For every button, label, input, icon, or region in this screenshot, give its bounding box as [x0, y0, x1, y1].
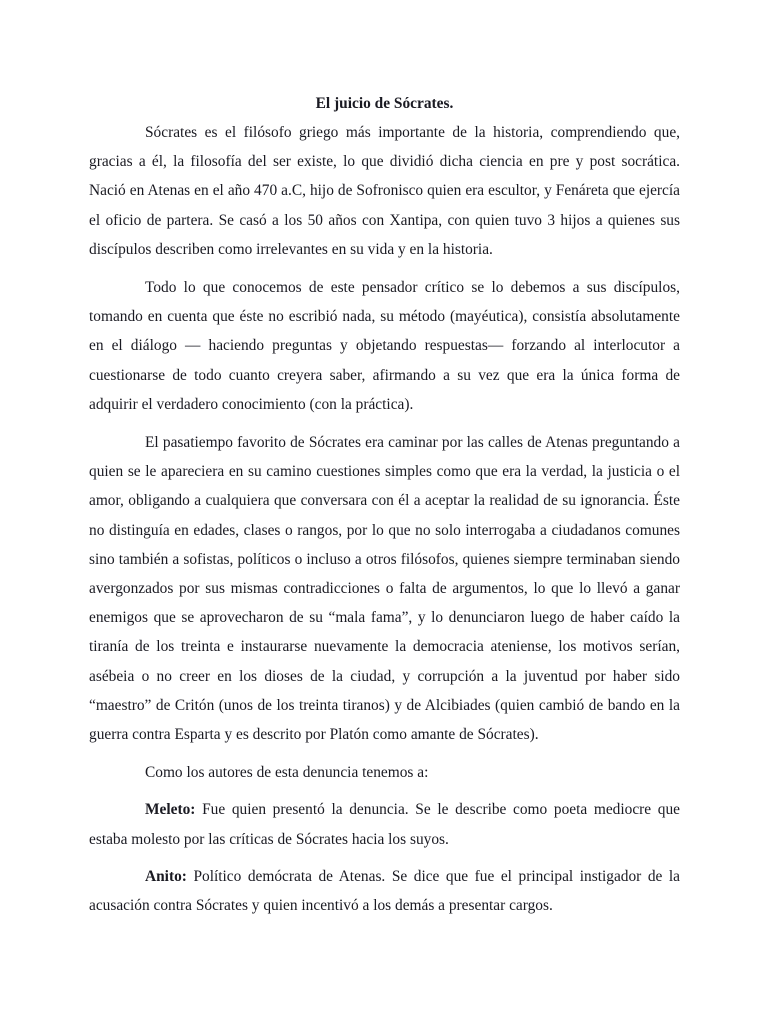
document-title: El juicio de Sócrates. [315, 95, 454, 112]
accuser-description: Político demócrata de Atenas. Se dice que fue el principal instigador de la acusación contra Sócrates y quien incentivó a los demás a presentar cargos. [89, 867, 680, 915]
paragraph-method: Todo lo que conocemos de este pensador crítico se lo debemos a sus discípulos, tomando en cuenta que éste no escribió nada, su método (mayéutica), consistía absolutamente en el diálogo — haciendo preguntas y objetando respuestas— forzando al interlocutor a cuestionarse de todo cuanto creyera saber, afirmando a su vez que era la única forma de adquirir el verdadero conocimiento (con la práctica). [89, 279, 680, 413]
accuser-entry-meleto [89, 795, 680, 853]
document-page [89, 94, 680, 929]
accuser-entry-anito [89, 862, 680, 920]
accuser-name: Anito: [145, 867, 187, 885]
paragraph-accusers-intro: Como los autores de esta denuncia tenemos a: [145, 764, 429, 782]
accuser-name: Meleto: [145, 801, 196, 819]
paragraph-pastime: El pasatiempo favorito de Sócrates era caminar por las calles de Atenas preguntando a quien se le apareciera en su camino cuestiones simples como que era la verdad, la justicia o el amor, obligando a cualquiera que conversara con él a aceptar la realidad de su ignorancia. Éste no distinguía en edades, clases o rangos, por lo que no solo interrogaba a ciudadanos comunes sino también a sofistas, políticos o incluso a otros filósofos, quienes siempre terminaban siendo avergonzados por sus mismas contradicciones o falta de argumentos, lo que lo llevó a ganar enemigos que se aprovecharon de su “mala fama”, y lo denunciaron luego de haber caído la tiranía de los treinta e instaurarse nuevamente la democracia ateniense, los motivos serían, asébeia o no creer en los dioses de la ciudad, y corrupción a la juventud por haber sido “maestro” de Critón (unos de los treinta tiranos) y de Alcibiades (quien cambió de bando en la guerra contra Esparta y es descrito por Platón como amante de Sócrates). [89, 434, 680, 744]
paragraph-biography: Sócrates es el filósofo griego más importante de la historia, comprendiendo que, gracias a él, la filosofía del ser existe, lo que dividió dicha ciencia en pre y post socrática. Nació en Atenas en el año 470 a.C, hijo de Sofronisco quien era escultor, y Fenáreta que ejercía el oficio de partera. Se casó a los 50 años con Xantipa, con quien tuvo 3 hijos a quienes sus discípulos describen como irrelevantes en su vida y en la historia. [89, 124, 680, 258]
accuser-description: Fue quien presentó la denuncia. Se le describe como poeta mediocre que estaba molesto por las críticas de Sócrates hacia los suyos. [89, 801, 680, 848]
